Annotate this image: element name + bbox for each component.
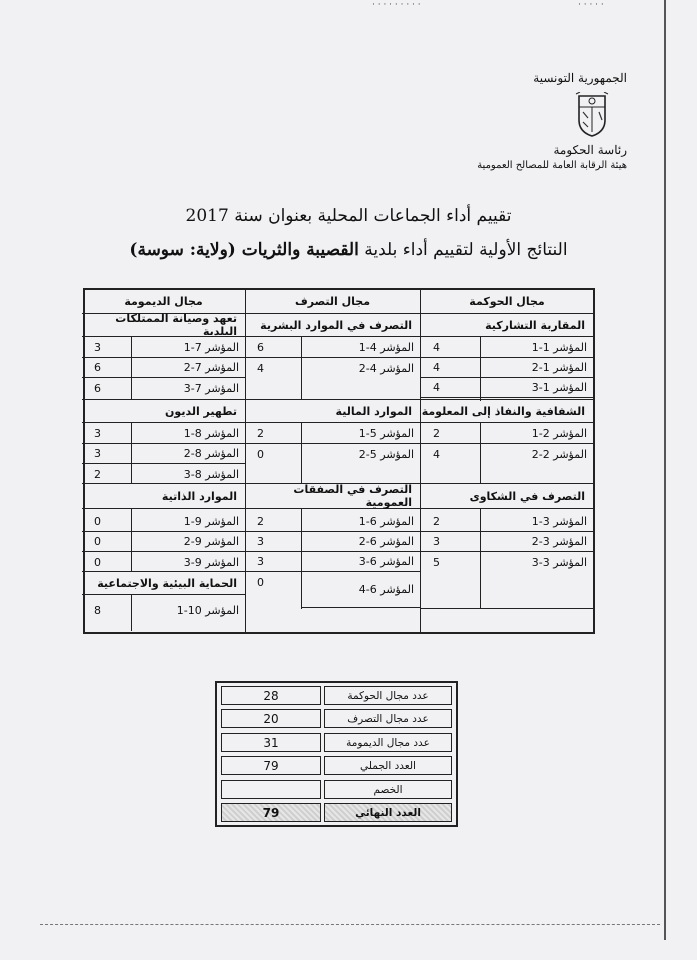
indicator-value: 0 (82, 512, 131, 532)
indicator-label: المؤشر 9-1 (131, 512, 245, 532)
indicator-label: المؤشر 10-1 (176, 603, 239, 617)
section-title: التصرف في الصفقات العمومية (245, 483, 420, 509)
indicator-label: المؤشر 2-2 (531, 447, 587, 461)
indicator-value: 4 (257, 361, 264, 375)
indicator-value: 5 (433, 555, 440, 569)
indicator-value: 4 (421, 338, 480, 358)
indicator-label: المؤشر 1-2 (480, 358, 593, 378)
section-title: التصرف في الموارد البشرية (245, 314, 420, 337)
indicator-label: المؤشر 6-3 (301, 552, 420, 572)
indicator-value: 8 (94, 603, 101, 617)
indicator-label: المؤشر 7-2 (131, 358, 245, 378)
indicator-label: المؤشر 8-3 (183, 467, 239, 481)
summary-row (217, 733, 456, 757)
indicator-label: المؤشر 6-4 (301, 572, 420, 608)
indicator-label: المؤشر 7-3 (183, 381, 239, 395)
column-header: مجال الحوكمة (421, 290, 593, 314)
indicator-label: المؤشر 6-2 (301, 532, 420, 552)
section-title: تعهد وصيانة الممتلكات البلدية (82, 314, 245, 337)
indicator-label: المؤشر 2-1 (480, 424, 593, 444)
presidency-name: رئاسة الحكومة (553, 143, 627, 157)
column-header: مجال الديمومة (82, 290, 245, 314)
indicator-label: المؤشر 1-3 (480, 378, 593, 398)
summary-label: عدد مجال الحوكمة (324, 686, 452, 705)
indicator-value: 2 (245, 512, 301, 532)
bottom-rule (40, 924, 660, 925)
document-subtitle (0, 240, 697, 260)
indicator-label: المؤشر 3-3 (531, 555, 587, 569)
indicator-value: 3 (421, 532, 480, 552)
state-emblem-icon (575, 92, 609, 138)
indicator-label: المؤشر 8-1 (131, 424, 245, 444)
indicator-label: المؤشر 4-2 (358, 361, 414, 375)
section-title: الحماية البيئية والاجتماعية (82, 571, 245, 595)
sustainability-column (82, 290, 246, 632)
indicator-value: 2 (245, 424, 301, 444)
section-title: الموارد المالية (245, 399, 420, 423)
indicator-label: المؤشر 3-1 (480, 512, 593, 532)
summary-row (217, 780, 456, 804)
page-top-crop-marks: · · · · · · · · · (372, 0, 421, 10)
summary-label: عدد مجال التصرف (324, 709, 452, 728)
section-title: تطهير الديون (82, 399, 245, 423)
subtitle-prefix: النتائج الأولية لتقييم أداء بلدية (364, 240, 568, 260)
indicator-value: 3 (82, 444, 131, 464)
summary-value: 31 (221, 733, 321, 752)
republic-name: الجمهورية التونسية (533, 71, 627, 85)
indicator-value: 2 (421, 424, 480, 444)
summary-label: العدد النهائي (324, 803, 452, 822)
section-title: الموارد الذاتية (82, 483, 245, 509)
indicator-label: المؤشر 6-1 (301, 512, 420, 532)
indicator-value: 0 (82, 532, 131, 552)
cell-divider (421, 608, 593, 609)
summary-final-row (217, 803, 456, 827)
indicator-label: المؤشر 7-1 (131, 338, 245, 358)
indicator-value: 3 (82, 338, 131, 358)
disposal-column (245, 290, 421, 632)
subtitle-municipality: القصيبة والثريات (ولاية: سوسة) (129, 240, 359, 260)
indicator-label: المؤشر 1-1 (480, 338, 593, 358)
indicator-label: المؤشر 9-3 (183, 555, 239, 569)
indicator-value: 6 (82, 358, 131, 378)
indicator-value: 6 (245, 338, 301, 358)
indicator-value: 0 (257, 447, 264, 461)
indicator-value: 3 (245, 532, 301, 552)
document-title: تقييم أداء الجماعات المحلية بعنوان سنة 2017 (185, 206, 512, 226)
summary-value (221, 780, 321, 799)
governance-column (421, 290, 593, 632)
indicator-value: 2 (94, 467, 101, 481)
paper-edge (664, 0, 666, 940)
summary-row (217, 709, 456, 733)
page-top-crop-marks-2: · · · · · (578, 0, 604, 10)
indicator-label: المؤشر 9-2 (131, 532, 245, 552)
indicator-value: 4 (421, 358, 480, 378)
section-title: الشفافية والنفاذ إلى المعلومة (421, 399, 593, 423)
authority-name: هيئة الرقابة العامة للمصالح العمومية (477, 160, 627, 171)
indicator-label: المؤشر 4-1 (301, 338, 420, 358)
summary-value: 79 (221, 803, 321, 822)
summary-value: 28 (221, 686, 321, 705)
indicator-value: 4 (421, 378, 480, 398)
letterhead (467, 70, 627, 174)
summary-label: الخصم (324, 780, 452, 799)
summary-value: 79 (221, 756, 321, 775)
summary-label: العدد الجملي (324, 756, 452, 775)
indicator-label: المؤشر 8-2 (131, 444, 245, 464)
summary-label: عدد مجال الديمومة (324, 733, 452, 752)
section-title: التصرف في الشكاوى (421, 483, 593, 509)
indicator-label: المؤشر 3-2 (480, 532, 593, 552)
summary-row (217, 686, 456, 710)
results-table (83, 288, 595, 634)
indicator-value: 3 (82, 424, 131, 444)
indicator-value: 0 (257, 575, 264, 589)
summary-table (215, 681, 458, 827)
summary-value: 20 (221, 709, 321, 728)
indicator-value: 6 (94, 381, 101, 395)
indicator-value: 3 (245, 552, 301, 572)
summary-row (217, 756, 456, 780)
indicator-value: 2 (421, 512, 480, 532)
indicator-value: 4 (433, 447, 440, 461)
section-title: المقاربة التشاركية (421, 314, 593, 337)
column-header: مجال التصرف (245, 290, 420, 314)
indicator-value: 0 (94, 555, 101, 569)
indicator-label: المؤشر 5-2 (358, 447, 414, 461)
indicator-label: المؤشر 5-1 (301, 424, 420, 444)
